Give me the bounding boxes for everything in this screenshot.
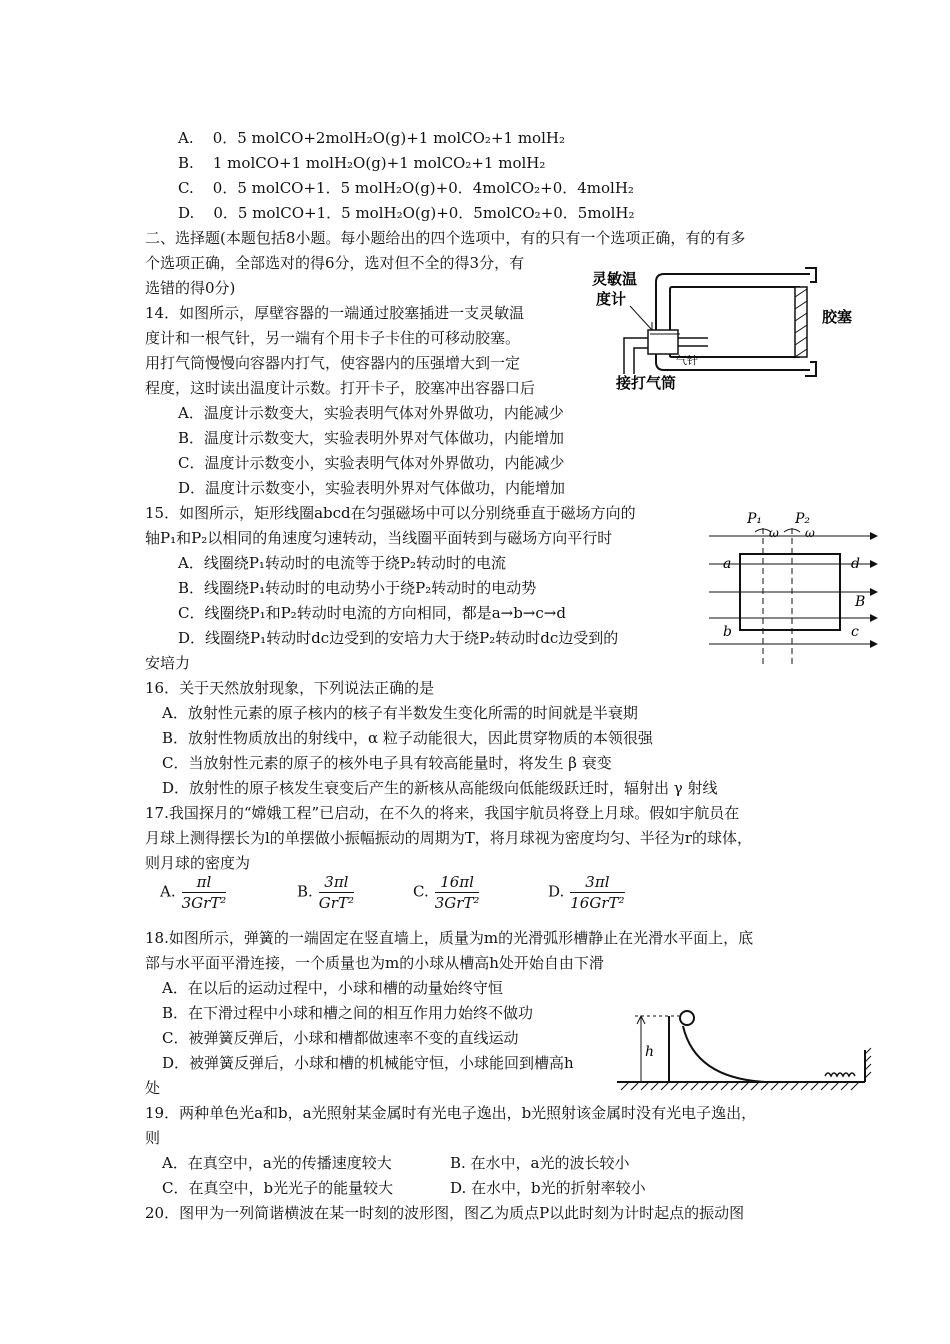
prev-option-a: A. 0．5 molCO+2molH₂O(g)+1 molCO₂+1 molH₂ <box>178 129 565 147</box>
q17-b-numerator: 3πl <box>319 872 354 893</box>
q15-stem-line1: 15．如图所示，矩形线圈abcd在匀强磁场中可以分别绕垂直于磁场方向的 <box>145 504 636 522</box>
prev-option-c: C. 0．5 molCO+1．5 molH₂O(g)+0．4molCO₂+0．4molH₂ <box>178 179 634 197</box>
corner-a-label: a <box>723 556 732 572</box>
q17-a-denominator: 3GrT² <box>181 894 227 912</box>
axis-p1-label: P₁ <box>747 511 763 527</box>
q19-option-d: D. 在水中，b光的折射率较小 <box>450 1179 646 1197</box>
corner-c-label: c <box>851 624 859 640</box>
thermometer-label-2: 度计 <box>596 290 627 308</box>
q19-option-c: C．在真空中，b光光子的能量较大 <box>162 1179 394 1197</box>
q15-stem-line2: 轴P₁和P₂以相同的角速度匀速转动，当线圈平面转到与磁场方向平行时 <box>145 529 613 547</box>
q15-option-d-tail: 安培力 <box>145 654 191 672</box>
q17-option-d: D. $\frac{3\pi l}{\text{16GrT²}}$ <box>548 873 625 912</box>
q14-stem-line2: 度计和一根气针，另一端有个用卡子卡住的可移动胶塞。 <box>145 329 521 347</box>
q17-a-numerator: πl <box>182 872 227 893</box>
field-b-label: B <box>855 594 866 610</box>
height-h-label: h <box>645 1044 655 1060</box>
q15-option-d: D．线圈绕P₁转动时dc边受到的安培力大于绕P₂转动时dc边受到的 <box>178 629 619 647</box>
q16-option-c: C．当放射性元素的原子的核外电子具有较高能量时，将发生 β 衰变 <box>162 754 612 772</box>
q16-stem: 16．关于天然放射现象，下列说法正确的是 <box>145 679 435 697</box>
thermometer-label: 灵敏温 <box>592 270 638 288</box>
q20-stem: 20．图甲为一列简谐横波在某一时刻的波形图，图乙为质点P以此时刻为计时起点的振动图 <box>145 1204 745 1222</box>
q17-stem-line1: 17.我国探月的“嫦娥工程”已启动，在不久的将来，我国宇航员将登上月球。假如宇航员在 <box>145 804 740 822</box>
q18-option-b: B．在下滑过程中小球和槽之间的相互作用力始终不做功 <box>162 1004 534 1022</box>
q18-option-a: A．在以后的运动过程中，小球和槽的动量始终守恒 <box>162 979 503 997</box>
q18-option-d-tail: 处 <box>145 1079 161 1097</box>
q15-option-a: A．线圈绕P₁转动时的电流等于绕P₂转动时的电流 <box>178 554 507 572</box>
q17-d-denominator: 16GrT² <box>570 894 625 912</box>
q18-slide-figure <box>615 1010 875 1092</box>
q17-option-a: A. $\frac{\pi l}{\text{3GrT²}}$ <box>160 873 227 912</box>
prev-option-d: D. 0．5 molCO+1．5 molH₂O(g)+0．5molCO₂+0．5molH₂ <box>178 204 635 222</box>
q14-stem-line4: 程度，这时读出温度计示数。打开卡子，胶塞冲出容器口后 <box>145 379 536 397</box>
pump-label: 接打气筒 <box>616 374 677 392</box>
q15-option-b: B．线圈绕P₁转动时的电动势小于绕P₂转动时的电动势 <box>178 579 537 597</box>
q14-stem-line1: 14．如图所示，厚壁容器的一端通过胶塞插进一支灵敏温 <box>145 304 525 322</box>
q15-option-c: C．线圈绕P₁和P₂转动时电流的方向相同，都是a→b→c→d <box>178 604 566 622</box>
q14-option-b: B．温度计示数变大，实验表明外界对气体做功，内能增加 <box>178 429 565 447</box>
q14-stem-line3: 用打气筒慢慢向容器内打气，使容器内的压强增大到一定 <box>145 354 521 372</box>
q18-stem-line2: 部与水平面平滑连接，一个质量也为m的小球从槽高h处开始自由下滑 <box>145 954 604 972</box>
omega1-label: ω <box>769 526 779 540</box>
q17-stem-line3: 则月球的密度为 <box>145 854 251 872</box>
q17-c-numerator: 16πl <box>435 872 480 893</box>
q14-option-d: D．温度计示数变小，实验表明外界对气体做功，内能增加 <box>178 479 566 497</box>
q14-container-figure <box>590 262 875 392</box>
q16-option-a: A．放射性元素的原子核内的核子有半数发生变化所需的时间就是半衰期 <box>162 704 638 722</box>
section-heading-line1: 二、选择题(本题包括8小题。每小题给出的四个选项中，有的只有一个选项正确，有的有多 <box>145 229 746 247</box>
q17-option-b: B. $\frac{3\pi l}{\text{GrT²}}$ <box>297 873 354 912</box>
q16-option-d: D．放射性的原子核发生衰变后产生的新核从高能级向低能级跃迁时，辐射出 γ 射线 <box>162 779 718 797</box>
q17-b-denominator: GrT² <box>318 894 354 912</box>
corner-d-label: d <box>851 556 860 572</box>
section-heading-line2: 个选项正确，全部选对的得6分，选对但不全的得3分，有 <box>145 254 525 272</box>
q14-option-a: A．温度计示数变大，实验表明气体对外界做功，内能减少 <box>178 404 564 422</box>
omega2-label: ω <box>805 526 815 540</box>
prev-option-b: B. 1 molCO+1 molH₂O(g)+1 molCO₂+1 molH₂ <box>178 154 546 172</box>
q19-stem-line2: 则 <box>145 1129 161 1147</box>
needle-label: 气针 <box>676 354 698 367</box>
q17-c-denominator: 3GrT² <box>434 894 480 912</box>
q17-option-c: C. $\frac{16\pi l}{\text{3GrT²}}$ <box>413 873 480 912</box>
q19-stem-line1: 19．两种单色光a和b，a光照射某金属时有光电子逸出，b光照射该金属时没有光电子逸出， <box>145 1104 757 1122</box>
q18-stem-line1: 18.如图所示，弹簧的一端固定在竖直墙上，质量为m的光滑弧形槽静止在光滑水平面上，底 <box>145 929 754 947</box>
q14-option-c: C．温度计示数变小，实验表明气体对外界做功，内能减少 <box>178 454 565 472</box>
corner-b-label: b <box>723 624 732 640</box>
q19-option-b: B. 在水中，a光的波长较小 <box>450 1154 630 1172</box>
axis-p2-label: P₂ <box>795 511 811 527</box>
q18-option-d: D．被弹簧反弹后，小球和槽的机械能守恒，小球能回到槽高h <box>162 1054 574 1072</box>
q17-d-numerator: 3πl <box>570 872 624 893</box>
plug-label: 胶塞 <box>822 308 853 326</box>
q18-option-c: C．被弹簧反弹后，小球和槽都做速率不变的直线运动 <box>162 1029 519 1047</box>
section-heading-line3: 选错的得0分) <box>145 279 236 297</box>
q19-option-a: A．在真空中，a光的传播速度较大 <box>162 1154 392 1172</box>
q16-option-b: B．放射性物质放出的射线中，α 粒子动能很大，因此贯穿物质的本领很强 <box>162 729 653 747</box>
q15-coil-figure <box>705 506 883 668</box>
q17-stem-line2: 月球上测得摆长为l的单摆做小振幅振动的周期为T，将月球视为密度均匀、半径为r的球体， <box>145 829 752 847</box>
